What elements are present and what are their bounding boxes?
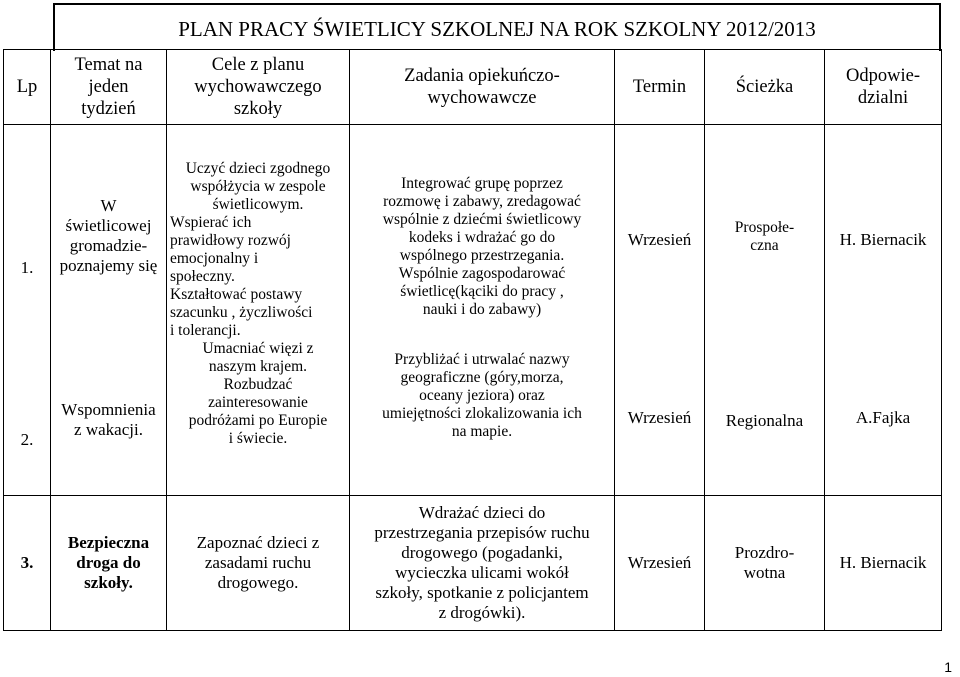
row-temat-cell [51,496,167,631]
row-sciezka-line: Regionalna [725,411,804,430]
row-temat-line: droga do [76,553,141,572]
row-termin: Wrzesień [615,496,705,631]
row-cele-line: podróżami po Europie [188,412,328,429]
row-zadania-line: Wdrażać dzieci do [418,503,546,522]
row-temat-line: szkoły. [84,573,133,592]
row-zadania-line: umiejętności zlokalizowania ich [382,405,582,422]
row-temat-line: Wspomnienia [61,399,156,419]
header-temat-line: jeden [88,77,129,97]
row-cele-line: drogowego. [217,573,299,592]
row-cele-line: Kształtować postawy [170,286,303,303]
row-cele-line: zainteresowanie [208,394,308,411]
row-cele-line: współżycia w zespole [190,178,326,195]
row-cele-line: Umacniać więzi z [202,340,314,357]
row-zadania-line: z drogówki). [438,603,526,622]
row-cele-line: prawidłowy rozwój [170,232,291,249]
row-sciezka-line: Prospołe- [734,219,795,236]
row-zadania-line: wycieczka ulicami wokół [395,563,569,582]
row-zadania-line: kodeks i wdrażać go do [408,229,556,246]
row-odpowiedzialni: H. Biernacik [825,496,942,631]
header-sciezka: Ścieżka [705,50,825,125]
row-temat-line: poznajemy się [59,255,158,275]
row-sciezka-cell [705,125,825,496]
row-cele-line: świetlicowym. [212,196,304,213]
row-zadania-line: wspólnie z dziećmi świetlicowy [382,211,582,228]
header-cele-line: szkoły [233,99,283,119]
row-sciezka-line: Prozdro- [734,543,795,562]
row-cele-line: naszym krajem. [208,358,308,375]
row-cele-line: i świecie. [228,430,288,447]
row-temat-line: W [100,195,117,215]
header-cele-line: wychowawczego [194,77,322,97]
header-termin: Termin [615,50,705,125]
row-temat-line: świetlicowej [65,215,152,235]
row-zadania-line: przestrzegania przepisów ruchu [374,523,590,542]
header-zadania [350,50,615,125]
row-cele-line: społeczny. [170,268,235,285]
row-sciezka-cell [705,496,825,631]
row-temat-cell [51,125,167,496]
row-zadania-line: Przybliżać i utrwalać nazwy [394,351,570,368]
header-odpowiedzialni-line: Odpowie- [846,66,920,86]
row-zadania-line: geograficzne (góry,morza, [400,369,564,386]
row-lp: 3. [4,496,51,631]
row-lp-cell [4,125,51,496]
row-zadania-cell [350,496,615,631]
row-zadania-line: rozmowę i zabawy, zredagować [383,193,581,210]
header-cele [167,50,350,125]
row-termin: Wrzesień [627,408,692,427]
row-zadania-line: szkoły, spotkanie z policjantem [375,583,589,602]
header-temat [51,50,167,125]
header-lp: Lp [4,50,51,125]
row-zadania-line: świetlicę(kąciki do pracy , [400,283,564,300]
row-cele-line: emocjonalny i [170,250,259,267]
row-zadania-line: nauki i do zabawy) [422,301,542,318]
table-row [4,496,942,631]
header-temat-line: Temat na [74,55,143,75]
row-cele-line: i tolerancji. [170,322,241,339]
page-number: 1 [944,659,952,675]
row-zadania-cell [350,125,615,496]
row-odpowiedzialni: A.Fajka [855,408,911,427]
row-cele-line: szacunku , życzliwości [170,304,313,321]
document-frame [3,3,941,631]
plan-table [3,49,942,631]
row-zadania-line: Wspólnie zagospodarować [398,265,566,282]
row-cele-cell [167,496,350,631]
header-cele-line: Cele z planu [211,55,305,75]
row-temat-line: z wakacji. [74,419,143,439]
row-lp: 2. [20,430,34,449]
header-zadania-line: wychowawcze [427,88,537,108]
row-lp: 1. [20,258,34,277]
row-cele-line: Uczyć dzieci zgodnego [185,160,331,177]
row-zadania-line: oceany jeziora) oraz [419,387,545,404]
row-odpowiedzialni-cell [825,125,942,496]
row-cele-cell [167,125,350,496]
row-cele-line: zasadami ruchu [204,553,312,572]
row-cele-line: Zapoznać dzieci z [196,533,320,552]
table-row [4,125,942,496]
row-sciezka-line: czna [750,237,779,254]
row-temat-line: gromadzie- [69,235,148,255]
row-sciezka-line: wotna [743,563,786,582]
row-termin-cell [615,125,705,496]
header-odpowiedzialni [825,50,942,125]
header-row [4,50,942,125]
document-title: PLAN PRACY ŚWIETLICY SZKOLNEJ NA ROK SZKOLNY 2012/2013 [53,3,941,51]
row-cele-line: Wspierać ich [170,214,252,231]
header-zadania-line: Zadania opiekuńczo- [404,66,560,86]
row-zadania-line: na mapie. [451,423,513,440]
row-zadania-line: wspólnego przestrzegania. [399,247,565,264]
header-odpowiedzialni-line: dzialni [857,88,909,108]
header-temat-line: tydzień [81,99,136,119]
row-odpowiedzialni: H. Biernacik [839,230,927,249]
row-cele-line: Rozbudzać [223,376,293,393]
row-temat-line: Bezpieczna [67,533,150,552]
row-termin: Wrzesień [627,230,692,249]
row-zadania-line: Integrować grupę poprzez [401,175,563,192]
row-zadania-line: drogowego (pogadanki, [401,543,563,562]
